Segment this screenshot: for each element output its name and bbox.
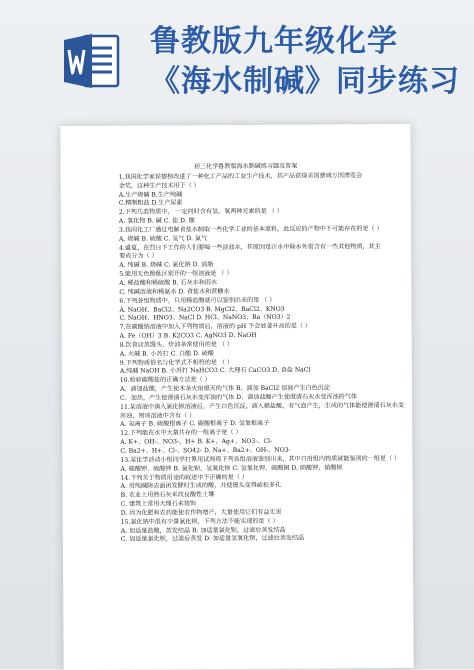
document-line: A. Fe（OH）3 B. K2CO3 C. AgNO3 D. NaOH: [119, 331, 257, 340]
document-line: C. 建筑上常用大理石来装饰: [120, 500, 197, 508]
document-line: 3.我国化工厂通过电解食盐水制取一些化学工业的基本原料，此反应的产物中不可能存在的是（ ）: [118, 225, 383, 234]
document-line: A.纯碱 NaOH B. 小苏打 NaHCO3 C. 大理石 CaCO3 D. 食盐 NaCl: [119, 366, 311, 376]
document-line: A. 火碱 B. 小苏打 C. 白醋 D. 硫酸: [119, 349, 214, 358]
document-line: 1.我国化学家侯德榜改进了一种化工产品的工业生产技术，其产品获得美国费城万国博览会: [118, 172, 363, 181]
document-line: 7.在碳酸钠溶液中加入下列物质后，溶液的 pH 不会显著升高的是（ ）: [119, 322, 312, 331]
document-line: A. 氧化物 B. 碱 C. 盐 D. 酸: [118, 217, 195, 225]
document-line: A. 用纯碱除去面团发酵时生成的酸，并使馒头变得疏松多孔: [120, 482, 282, 491]
document-line: 金奖，这种生产技术用于（ ）: [118, 181, 200, 190]
document-title: 初三化学鲁教版海水制碱练习题及答案: [193, 162, 298, 171]
document-line: A. 氢离子 B. 硫酸根离子 C. 碳酸根离子 D. 氢氧根离子: [120, 420, 270, 429]
document-line: C. NaOH、HNO3、NaCl D. HCl、NaNO3、Ba（NO3）2: [119, 314, 291, 323]
document-line: 11.某溶液中滴入氯化钡溶液后，产生白色沉淀，滴入稀盐酸，有气泡产生，生成的气体能使澄清石灰水变: [120, 401, 404, 411]
document-line: A. 加适量盐酸，蒸发结晶 B. 加适量氯化钡，过滤后蒸发结晶: [120, 526, 286, 535]
document-line: A. 碳酸钾、硫酸钾 B. 氯化钡、氢氧化钡 C. 氢氧化钾、硫酸铜 D. 硝酸钾、硝酸钡: [120, 464, 343, 473]
document-line: C.精制粗盐 D.生产尿素: [118, 199, 183, 208]
document-lines: [118, 172, 404, 545]
document-line: 浑浊，则该溶液中含有（ ）: [120, 411, 196, 420]
document-line: A. 烧碱 B. 硫酸 C. 氢气 D. 氯气: [119, 234, 208, 243]
document-line: A、滴加盐酸，产生使木条火焰熄灭的气体 B、滴加 BaCl2 溶液产生白色沉淀: [119, 384, 330, 393]
document-line: 8.饮食店蒸馒头、炸油条常使用的是 （ ）: [119, 340, 233, 349]
document-line: 9.下列物质俗名与化学式不相符的是 （ ）: [119, 358, 234, 367]
word-doc-icon: [62, 30, 120, 92]
banner-title-line1: 鲁教版九年级化学: [150, 24, 398, 59]
document-line: A.生产烧碱 B.生产纯碱: [118, 190, 183, 199]
document-line: 要成分为（ ）: [119, 252, 158, 261]
document-line: C. 加适量氯化钡，过滤后蒸发 D. 加适量氢氧化钡，过滤后蒸发结晶: [120, 535, 305, 544]
document-line: 6.下列各组物质中，只用稀盐酸就可以鉴别出来的是 （ ）: [119, 296, 276, 305]
document-page: [60, 124, 413, 670]
document-line: C. Ba2+、H+、Cl-、SO42- D. Na+、Ba2+、OH-、NO3-: [120, 446, 291, 455]
document-line: 12.下列能在水中大量共存的一组离子是（ ）: [120, 429, 242, 438]
document-line: 15.氯化钠中混有少量氯化钡，下列方法不能实现的是（ ）: [120, 517, 279, 526]
document-line: 4.盛夏，在烈日下工作的人们要喝一些淡盐水，其原因是汗水中除水外常含有一些其他物质，其主: [119, 242, 381, 252]
document-line: C. 纯碱溶液和稀氨水 D. 食盐水和蔗糖水: [119, 287, 230, 296]
banner-title: [150, 22, 470, 102]
banner: [0, 0, 474, 120]
banner-title-line2: 《海水制碱》同步练习: [150, 64, 460, 99]
document-line: A. 纯碱 B. 烧碱 C. 氯化钠 D. 油脂: [119, 261, 214, 269]
document-line: 13.某化学活动小组同学打算用试剂将下列各组溶液鉴别出来，其中只用组内物质就能鉴别的一组是（ ）: [120, 454, 401, 464]
document-line: B. 农业上用熟石灰来改良酸性土壤: [120, 491, 215, 499]
document-line: 5.能用无色酚酞区别开的一组溶液是 （ ）: [119, 270, 233, 278]
document-body: [118, 162, 404, 545]
document-line: 14.下列关于物质用途的叙述中不正确的是（ ）: [120, 473, 248, 482]
document-line: A. 稀盐酸和稀硫酸 B. 石灰水和雨水: [119, 279, 218, 287]
document-line: A. K+、OH-、NO3-、H+ B. K+、Ag+、NO3-、Cl-: [120, 437, 273, 446]
document-line: 2.下列几类物质中， 一定同时含有氢、氧两种元素的是 （ ）: [118, 207, 283, 216]
document-line: 10.检验碳酸盐的正确方法是（ ）: [119, 376, 211, 384]
document-line: D. 因为化肥和农药能使农作物增产，大量使用它们有益无害: [120, 508, 282, 517]
document-line: C、加热，产生使澄清石灰水变浑浊的气体 D、滴加盐酸产生使澄清石灰水变浑浊的气体: [119, 393, 357, 402]
document-line: A. NaOH、BaCl2、Na2CO3 B. MgCl2、BaCl2、KNO3: [119, 305, 285, 314]
